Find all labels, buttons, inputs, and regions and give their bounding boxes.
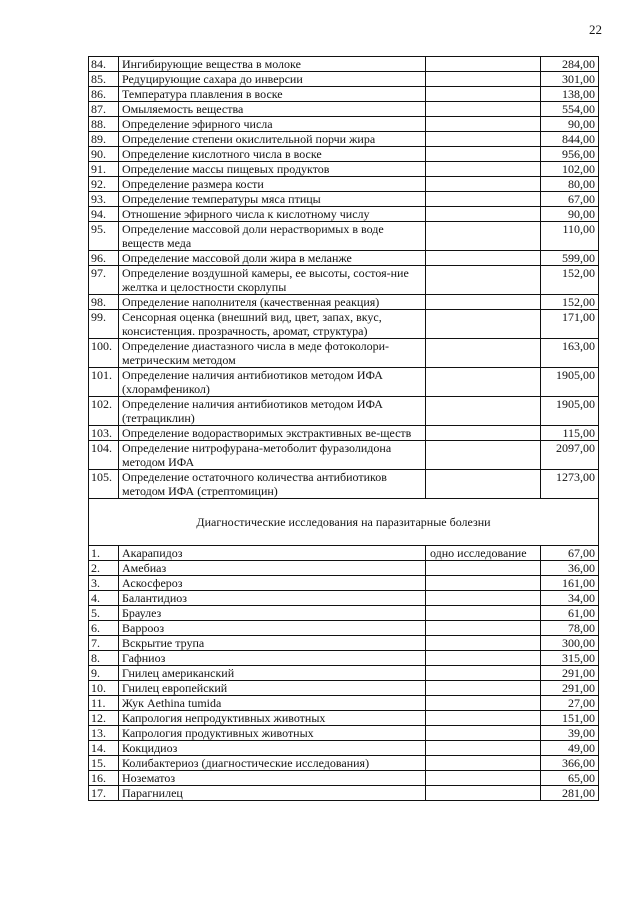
table-row [89,561,599,576]
price-value: 152,00 [541,295,599,310]
table-row [89,147,599,162]
row-number: 5. [89,606,119,621]
service-name: Капрология продуктивных животных [119,726,426,741]
row-number: 92. [89,177,119,192]
table-row [89,397,599,426]
table-row [89,591,599,606]
price-value: 80,00 [541,177,599,192]
price-value: 171,00 [541,310,599,339]
service-name: Омыляемость вещества [119,102,426,117]
service-name: Определение диастазного числа в меде фотоколори-метрическим методом [119,339,426,368]
service-name: Гнилец американский [119,666,426,681]
price-value: 2097,00 [541,441,599,470]
unit-of-measure [426,72,541,87]
service-name: Определение массовой доли нерастворимых в воде веществ меда [119,222,426,251]
unit-of-measure [426,576,541,591]
unit-of-measure [426,310,541,339]
table-row [89,266,599,295]
price-value: 844,00 [541,132,599,147]
price-value: 61,00 [541,606,599,621]
row-number: 11. [89,696,119,711]
service-name: Определение температуры мяса птицы [119,192,426,207]
unit-of-measure: одно исследование [426,546,541,561]
row-number: 103. [89,426,119,441]
price-value: 554,00 [541,102,599,117]
unit-of-measure [426,666,541,681]
service-name: Определение воздушной камеры, ее высоты, состоя-ние желтка и целостности скорлупы [119,266,426,295]
unit-of-measure [426,621,541,636]
service-name: Определение размера кости [119,177,426,192]
service-name: Определение массы пищевых продуктов [119,162,426,177]
unit-of-measure [426,561,541,576]
table-section-parasitic-diseases [89,546,599,801]
row-number: 101. [89,368,119,397]
table-row [89,711,599,726]
price-table [88,56,599,801]
unit-of-measure [426,266,541,295]
table-row [89,87,599,102]
unit-of-measure [426,696,541,711]
row-number: 90. [89,147,119,162]
table-row [89,726,599,741]
service-name: Варрооз [119,621,426,636]
price-value: 291,00 [541,681,599,696]
table-row [89,162,599,177]
row-number: 86. [89,87,119,102]
table-row [89,441,599,470]
service-name: Акарапидоз [119,546,426,561]
price-value: 163,00 [541,339,599,368]
table-row [89,72,599,87]
price-value: 90,00 [541,207,599,222]
price-value: 956,00 [541,147,599,162]
service-name: Капрология непродуктивных животных [119,711,426,726]
table-row [89,681,599,696]
table-row [89,666,599,681]
service-name: Парагнилец [119,786,426,801]
service-name: Определение степени окислительной порчи жира [119,132,426,147]
table-row [89,786,599,801]
table-section-lab-tests [89,57,599,499]
price-value: 366,00 [541,756,599,771]
price-value: 67,00 [541,546,599,561]
table-row [89,177,599,192]
unit-of-measure [426,147,541,162]
unit-of-measure [426,162,541,177]
page-number: 22 [589,22,602,37]
unit-of-measure [426,177,541,192]
unit-of-measure [426,711,541,726]
table-row [89,636,599,651]
table-row [89,470,599,499]
table-row [89,207,599,222]
table-row [89,651,599,666]
table-row [89,102,599,117]
service-name: Гнилец европейский [119,681,426,696]
service-name: Сенсорная оценка (внешний вид, цвет, запах, вкус, консистенция. прозрачность, аромат, структура) [119,310,426,339]
table-row [89,368,599,397]
unit-of-measure [426,741,541,756]
unit-of-measure [426,470,541,499]
service-name: Кокцидиоз [119,741,426,756]
service-name: Браулез [119,606,426,621]
service-name: Жук Aethina tumida [119,696,426,711]
price-value: 110,00 [541,222,599,251]
service-name: Отношение эфирного числа к кислотному числу [119,207,426,222]
service-name: Определение наличия антибиотиков методом ИФА (тетрациклин) [119,397,426,426]
unit-of-measure [426,132,541,147]
unit-of-measure [426,57,541,72]
unit-of-measure [426,368,541,397]
row-number: 87. [89,102,119,117]
table-row [89,741,599,756]
table-row [89,117,599,132]
service-name: Вскрытие трупа [119,636,426,651]
row-number: 102. [89,397,119,426]
unit-of-measure [426,441,541,470]
price-value: 281,00 [541,786,599,801]
price-value: 152,00 [541,266,599,295]
unit-of-measure [426,117,541,132]
table-row [89,771,599,786]
row-number: 6. [89,621,119,636]
unit-of-measure [426,771,541,786]
price-value: 284,00 [541,57,599,72]
row-number: 91. [89,162,119,177]
unit-of-measure [426,786,541,801]
table-row [89,339,599,368]
unit-of-measure [426,339,541,368]
row-number: 105. [89,470,119,499]
price-value: 1905,00 [541,397,599,426]
row-number: 94. [89,207,119,222]
unit-of-measure [426,397,541,426]
row-number: 16. [89,771,119,786]
table-row [89,576,599,591]
unit-of-measure [426,295,541,310]
price-value: 90,00 [541,117,599,132]
row-number: 12. [89,711,119,726]
service-name: Определение водорастворимых экстрактивных ве-ществ [119,426,426,441]
table-row [89,192,599,207]
table-row [89,606,599,621]
price-value: 151,00 [541,711,599,726]
price-value: 300,00 [541,636,599,651]
row-number: 14. [89,741,119,756]
service-name: Амебиаз [119,561,426,576]
unit-of-measure [426,102,541,117]
row-number: 7. [89,636,119,651]
service-name: Ингибирующие вещества в молоке [119,57,426,72]
service-name: Определение остаточного количества антибиотиков методом ИФА (стрептомицин) [119,470,426,499]
service-name: Определение наличия антибиотиков методом ИФА (хлорамфеникол) [119,368,426,397]
table-row [89,546,599,561]
price-value: 67,00 [541,192,599,207]
price-value: 301,00 [541,72,599,87]
price-value: 1273,00 [541,470,599,499]
unit-of-measure [426,726,541,741]
unit-of-measure [426,591,541,606]
row-number: 96. [89,251,119,266]
service-name: Гафниоз [119,651,426,666]
table-section-header [89,499,599,546]
service-name: Определение нитрофурана-метоболит фуразолидона методом ИФА [119,441,426,470]
price-value: 138,00 [541,87,599,102]
price-value: 27,00 [541,696,599,711]
unit-of-measure [426,222,541,251]
service-name: Определение наполнителя (качественная реакция) [119,295,426,310]
price-value: 599,00 [541,251,599,266]
unit-of-measure [426,681,541,696]
service-name: Определение массовой доли жира в меланже [119,251,426,266]
row-number: 88. [89,117,119,132]
service-name: Определение эфирного числа [119,117,426,132]
table-row [89,251,599,266]
row-number: 1. [89,546,119,561]
unit-of-measure [426,426,541,441]
price-value: 115,00 [541,426,599,441]
price-value: 315,00 [541,651,599,666]
row-number: 10. [89,681,119,696]
table-row [89,57,599,72]
table-row [89,295,599,310]
price-value: 36,00 [541,561,599,576]
price-value: 65,00 [541,771,599,786]
service-name: Аскосфероз [119,576,426,591]
unit-of-measure [426,87,541,102]
row-number: 4. [89,591,119,606]
row-number: 100. [89,339,119,368]
price-value: 291,00 [541,666,599,681]
table-row [89,696,599,711]
table-row [89,621,599,636]
table-row [89,222,599,251]
row-number: 98. [89,295,119,310]
row-number: 2. [89,561,119,576]
price-value: 102,00 [541,162,599,177]
row-number: 95. [89,222,119,251]
table-row [89,310,599,339]
section-title-row [89,499,599,546]
price-value: 1905,00 [541,368,599,397]
service-name: Балантидиоз [119,591,426,606]
price-value: 34,00 [541,591,599,606]
service-name: Температура плавления в воске [119,87,426,102]
service-name: Колибактериоз (диагностические исследования) [119,756,426,771]
service-name: Нозематоз [119,771,426,786]
unit-of-measure [426,207,541,222]
row-number: 13. [89,726,119,741]
price-value: 161,00 [541,576,599,591]
unit-of-measure [426,651,541,666]
row-number: 9. [89,666,119,681]
row-number: 17. [89,786,119,801]
unit-of-measure [426,636,541,651]
unit-of-measure [426,251,541,266]
table-row [89,132,599,147]
row-number: 84. [89,57,119,72]
section-title: Диагностические исследования на паразитарные болезни [89,499,599,546]
price-value: 49,00 [541,741,599,756]
row-number: 89. [89,132,119,147]
unit-of-measure [426,756,541,771]
unit-of-measure [426,192,541,207]
row-number: 15. [89,756,119,771]
price-value: 39,00 [541,726,599,741]
row-number: 97. [89,266,119,295]
row-number: 104. [89,441,119,470]
unit-of-measure [426,606,541,621]
row-number: 8. [89,651,119,666]
row-number: 3. [89,576,119,591]
table-row [89,426,599,441]
row-number: 85. [89,72,119,87]
price-value: 78,00 [541,621,599,636]
service-name: Редуцирующие сахара до инверсии [119,72,426,87]
row-number: 93. [89,192,119,207]
service-name: Определение кислотного числа в воске [119,147,426,162]
table-row [89,756,599,771]
row-number: 99. [89,310,119,339]
